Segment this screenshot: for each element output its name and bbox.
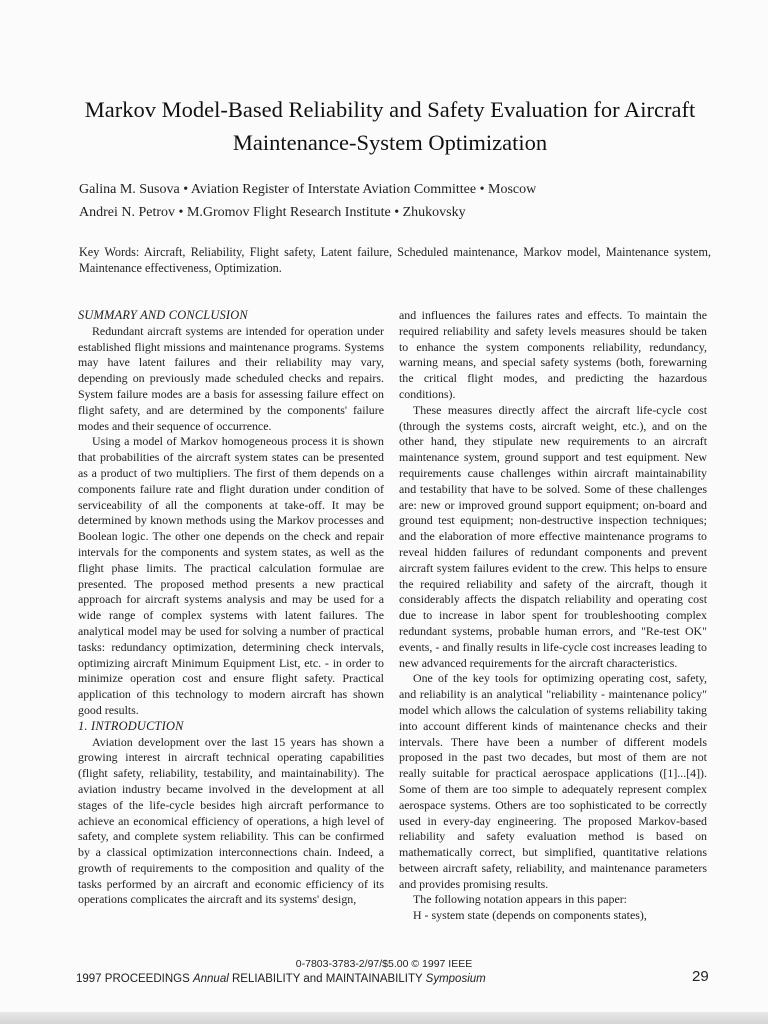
footer-copyright: 0-7803-3783-2/97/$5.00 © 1997 IEEE <box>295 958 473 970</box>
intro-paragraph-1: Aviation development over the last 15 years has shown a growing interest in aircraft technical operating capabilities (flight safety, reliability, testability, and maintainability). The aviation industry became involved in the development at all stages of the life-cycle besides high aircraft performance to achieve an economical efficiency of operations, a high level of safety, and complete system reliability. This can be confirmed by a classical optimization interconnections chain. Indeed, a growth of requirements to the composition and quality of the tasks performed by an aircraft and economic efficiency of its operations complicates the aircraft and its systems' design, <box>78 734 384 907</box>
author-2: Andrei N. Petrov • M.Gromov Flight Research Institute • Zhukovsky <box>79 205 466 220</box>
page-number: 29 <box>692 968 709 985</box>
proceedings-prefix: 1997 PROCEEDINGS <box>76 973 190 985</box>
proceedings-middle: RELIABILITY and MAINTAINABILITY <box>231 973 423 985</box>
summary-paragraph-1: Redundant aircraft systems are intended for operation under established flight missions and maintenance programs. Systems may have latent failures and their reliability may vary, depending on previously made scheduled checks and repairs. System failure modes are a basis for assessing failure effect on flight safety, and are determined by the components' failure modes and their sequence of occurrence. <box>78 323 384 433</box>
proceedings-annual: Annual <box>192 973 229 985</box>
page-bottom-edge <box>0 1012 768 1024</box>
summary-heading: SUMMARY AND CONCLUSION <box>78 308 248 322</box>
right-column <box>399 308 707 924</box>
author-1: Galina M. Susova • Aviation Register of Interstate Aviation Committee • Moscow <box>79 182 537 197</box>
introduction-heading: 1. INTRODUCTION <box>78 718 184 733</box>
title-line-1: Markov Model-Based Reliability and Safety Evaluation for Aircraft <box>84 97 696 122</box>
right-paragraph-1: and influences the failures rates and effects. To maintain the required reliability and safety levels measures should be taken to enhance the system components reliability, redundancy, warning means, and special safety systems (both, forewarning the critical flight modes, and predicting the hazardous conditions). <box>399 308 707 401</box>
right-paragraph-2: These measures directly affect the aircraft life-cycle cost (through the systems costs, aircraft weight, etc.), and on the other hand, they stipulate new requirements to an aircraft maintenance system, ground support and test equipment. New requirements cause challenges within aircraft maintainability and testability that have to be solved. Some of these challenges are: new or improved ground support equipment; on-board and ground test equipment; non-destructive inspection techniques; and the elaboration of more effective maintenance programs to reveal hidden failures of redundant components and prevent aircraft system failures evident to the crew. This helps to ensure the required reliability and safety of the aircraft, though it considerably affects the dispatch reliability and operating cost due to increase in labor spent for troubleshooting complex redundant systems, probable human errors, and "Re-test OK" events, - and finally results in life-cycle cost increases leading to new advanced requirements for the aircraft characteristics. <box>399 402 707 670</box>
keywords: Key Words: Aircraft, Reliability, Flight safety, Latent failure, Scheduled maintenance, Markov model, Maintenance system, Maintenance effectiveness, Optimization. <box>79 245 711 275</box>
left-column <box>78 308 384 908</box>
footer-proceedings <box>76 973 486 985</box>
summary-paragraph-2: Using a model of Markov homogeneous process it is shown that probabilities of the aircraft system states can be presented as a product of two multipliers. The first of them depends on a components failure rate and flight duration under condition of serviceability of all the components at take-off. It may be determined by known methods using the Markov processes and Boolean logic. The other one depends on the check and repair intervals for the components and system states, as well as the flight phase limits. The practical calculation formulae are presented. The proposed method presents a new practical approach for aircraft systems analysis and may be used for a wide range of complex systems with latent failures. The analytical model may be used for solving a number of practical tasks: redundancy optimization, determining check intervals, optimizing aircraft Minimum Equipment List, etc. - in order to minimize operation cost and ensure flight safety. Practical application of this technology to modern aircraft has shown good results. <box>78 434 384 717</box>
notation-item-h: H - system state (depends on components states), <box>413 908 647 923</box>
notation-intro: The following notation appears in this paper: <box>413 892 627 907</box>
right-paragraph-3: One of the key tools for optimizing operating cost, safety, and reliability is an analytical "reliability - maintenance policy" model which allows the calculation of systems reliability taking into account different kinds of maintenance checks and their intervals. There have been a number of different models proposed in the past two decades, but most of them are not really suitable for practical aerospace applications ([1]...[4]). Some of them are too simple to adequately represent complex aerospace systems. Others are too sophisticated to be correctly used in every-day engineering. The proposed Markov-based reliability and safety evaluation method is based on mathematically correct, but simplified, quantitative relations between aircraft safety, reliability, and maintenance parameters and provides promising results. <box>399 671 707 891</box>
title-line-2: Maintenance-System Optimization <box>232 130 548 155</box>
paper-title <box>60 93 720 159</box>
proceedings-symposium: Symposium <box>425 973 486 985</box>
